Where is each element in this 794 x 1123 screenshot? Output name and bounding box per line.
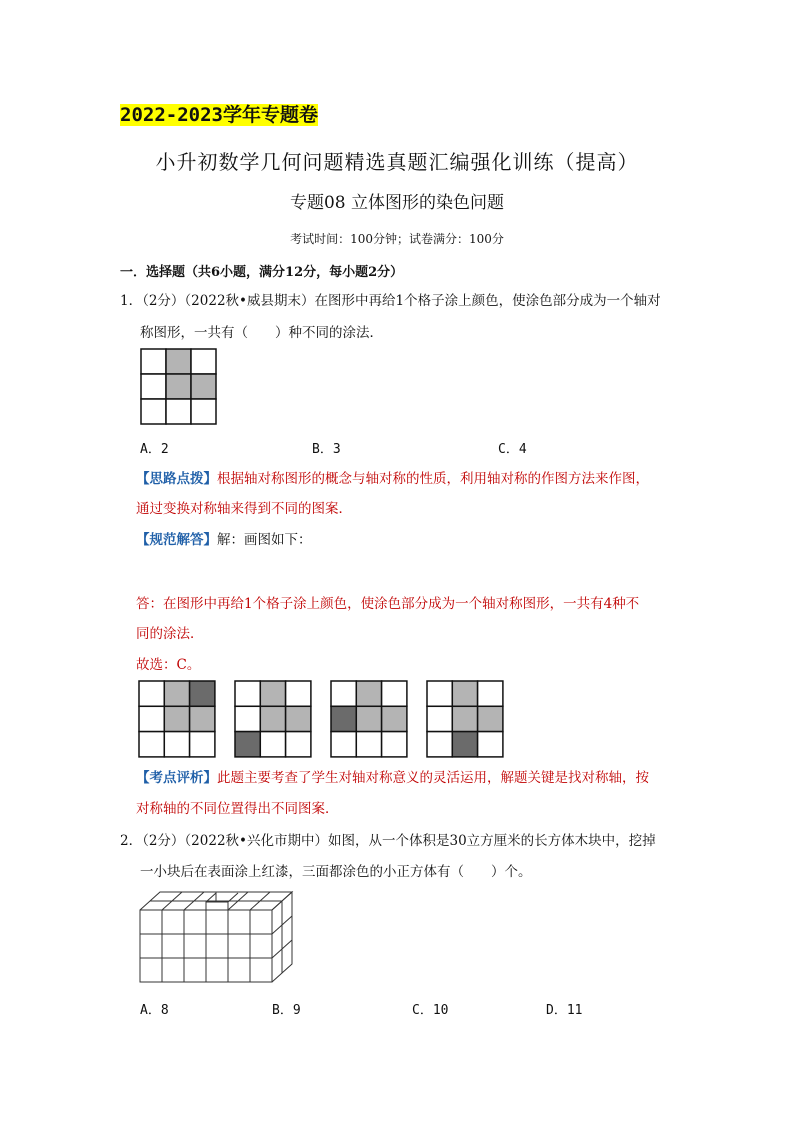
section-heading: 一．选择题（共6小题，满分12分，每小题2分）: [120, 265, 404, 280]
grid-cell-empty: [141, 349, 166, 374]
q1-answer-line: [136, 530, 312, 550]
grid-cell-shaded: [478, 706, 503, 731]
conclusion-number: 4: [603, 596, 613, 612]
solution-grid-1: [138, 680, 218, 758]
solution-grid-2: [234, 680, 314, 758]
q1-option-b[interactable]: B．3: [312, 442, 341, 457]
conclusion-text-b: 种不: [612, 596, 640, 612]
grid-cell-empty: [139, 732, 164, 757]
grid-cell-empty: [164, 732, 189, 757]
grid-cell-empty: [286, 681, 311, 706]
q1-review-line2: 对称轴的不同位置得出不同图案．: [136, 801, 339, 817]
q2-line2: 一小块后在表面涂上红漆，三面都涂色的小正方体有（ ）个。: [140, 864, 532, 880]
grid-cell-empty: [166, 399, 191, 424]
q1-base-grid: [140, 348, 218, 426]
q2-option-b[interactable]: B．9: [272, 1003, 301, 1018]
grid-cell-shaded: [260, 681, 285, 706]
hint-label: 【思路点拨】: [136, 471, 217, 487]
q1-line2: 称图形，一共有（ ）种不同的涂法．: [140, 325, 383, 341]
answer-text: 解：画图如下：: [217, 532, 312, 548]
grid-cell-empty: [235, 681, 260, 706]
grid-cell-empty: [286, 732, 311, 757]
q2-cuboid-figure: [138, 888, 298, 984]
q2-option-d[interactable]: D．11: [546, 1003, 583, 1018]
grid-cell-empty: [191, 349, 216, 374]
grid-cell-added: [235, 732, 260, 757]
q1-option-c[interactable]: C．4: [498, 442, 527, 457]
grid-cell-shaded: [166, 374, 191, 399]
grid-cell-shaded: [286, 706, 311, 731]
header-line: [120, 102, 318, 128]
q1-hint-line1: [136, 469, 649, 489]
grid-cell-empty: [356, 732, 381, 757]
grid-cell-empty: [235, 706, 260, 731]
grid-cell-added: [452, 732, 477, 757]
solution-grid-4: [426, 680, 506, 758]
grid-cell-empty: [141, 399, 166, 424]
grid-cell-empty: [427, 706, 452, 731]
page-title: 小升初数学几何问题精选真题汇编强化训练（提高）: [155, 150, 639, 174]
q1-review-line1: [136, 768, 649, 788]
q1-conclusion-line1: [136, 594, 639, 614]
grid-cell-shaded: [164, 681, 189, 706]
grid-cell-empty: [382, 681, 407, 706]
q2-line1: 2．（2分）（2022秋•兴化市期中）如图，从一个体积是30立方厘米的长方体木块中，挖掉: [120, 833, 656, 849]
grid-cell-shaded: [260, 706, 285, 731]
review-text: 此题主要考查了学生对轴对称意义的灵活运用，解题关键是找对称轴，按: [217, 770, 649, 786]
q1-line1: 1．（2分）（2022秋•威县期末）在图形中再给1个格子涂上颜色，使涂色部分成为一个轴对: [120, 293, 661, 309]
grid-cell-shaded: [452, 681, 477, 706]
grid-cell-empty: [191, 399, 216, 424]
grid-cell-empty: [331, 681, 356, 706]
hint-text: 根据轴对称图形的概念与轴对称的性质，利用轴对称的作图方法来作图，: [217, 471, 649, 487]
grid-cell-empty: [382, 732, 407, 757]
review-label: 【考点评析】: [136, 770, 217, 786]
grid-cell-empty: [190, 732, 215, 757]
q1-hint-line2: 通过变换对称轴来得到不同的图案．: [136, 501, 352, 517]
exam-info: 考试时间：100分钟；试卷满分：100分: [290, 232, 504, 246]
grid-cell-empty: [427, 681, 452, 706]
q1-choice: 故选：C。: [136, 657, 201, 673]
grid-cell-shaded: [382, 706, 407, 731]
grid-cell-empty: [139, 681, 164, 706]
conclusion-text-a: 答：在图形中再给1个格子涂上颜色，使涂色部分成为一个轴对称图形，一共有: [136, 596, 604, 612]
grid-cell-empty: [331, 732, 356, 757]
q1-option-a[interactable]: A．2: [140, 442, 169, 457]
year-highlight: 2022-2023: [120, 104, 223, 126]
page-subtitle: 专题08 立体图形的染色问题: [289, 193, 505, 213]
grid-cell-empty: [478, 681, 503, 706]
grid-cell-shaded: [356, 681, 381, 706]
grid-cell-empty: [478, 732, 503, 757]
grid-cell-shaded: [190, 706, 215, 731]
grid-cell-shaded: [191, 374, 216, 399]
grid-cell-shaded: [452, 706, 477, 731]
q2-option-a[interactable]: A．8: [140, 1003, 169, 1018]
grid-cell-shaded: [166, 349, 191, 374]
q2-option-c[interactable]: C．10: [412, 1003, 449, 1018]
tag-highlight: 学年专题卷: [222, 104, 318, 126]
grid-cell-empty: [427, 732, 452, 757]
grid-cell-added: [190, 681, 215, 706]
grid-cell-shaded: [356, 706, 381, 731]
answer-label: 【规范解答】: [136, 532, 217, 548]
grid-cell-shaded: [164, 706, 189, 731]
grid-cell-empty: [139, 706, 164, 731]
grid-cell-empty: [260, 732, 285, 757]
grid-cell-added: [331, 706, 356, 731]
q1-conclusion-line2: 同的涂法．: [136, 626, 204, 642]
grid-cell-empty: [141, 374, 166, 399]
solution-grid-3: [330, 680, 410, 758]
